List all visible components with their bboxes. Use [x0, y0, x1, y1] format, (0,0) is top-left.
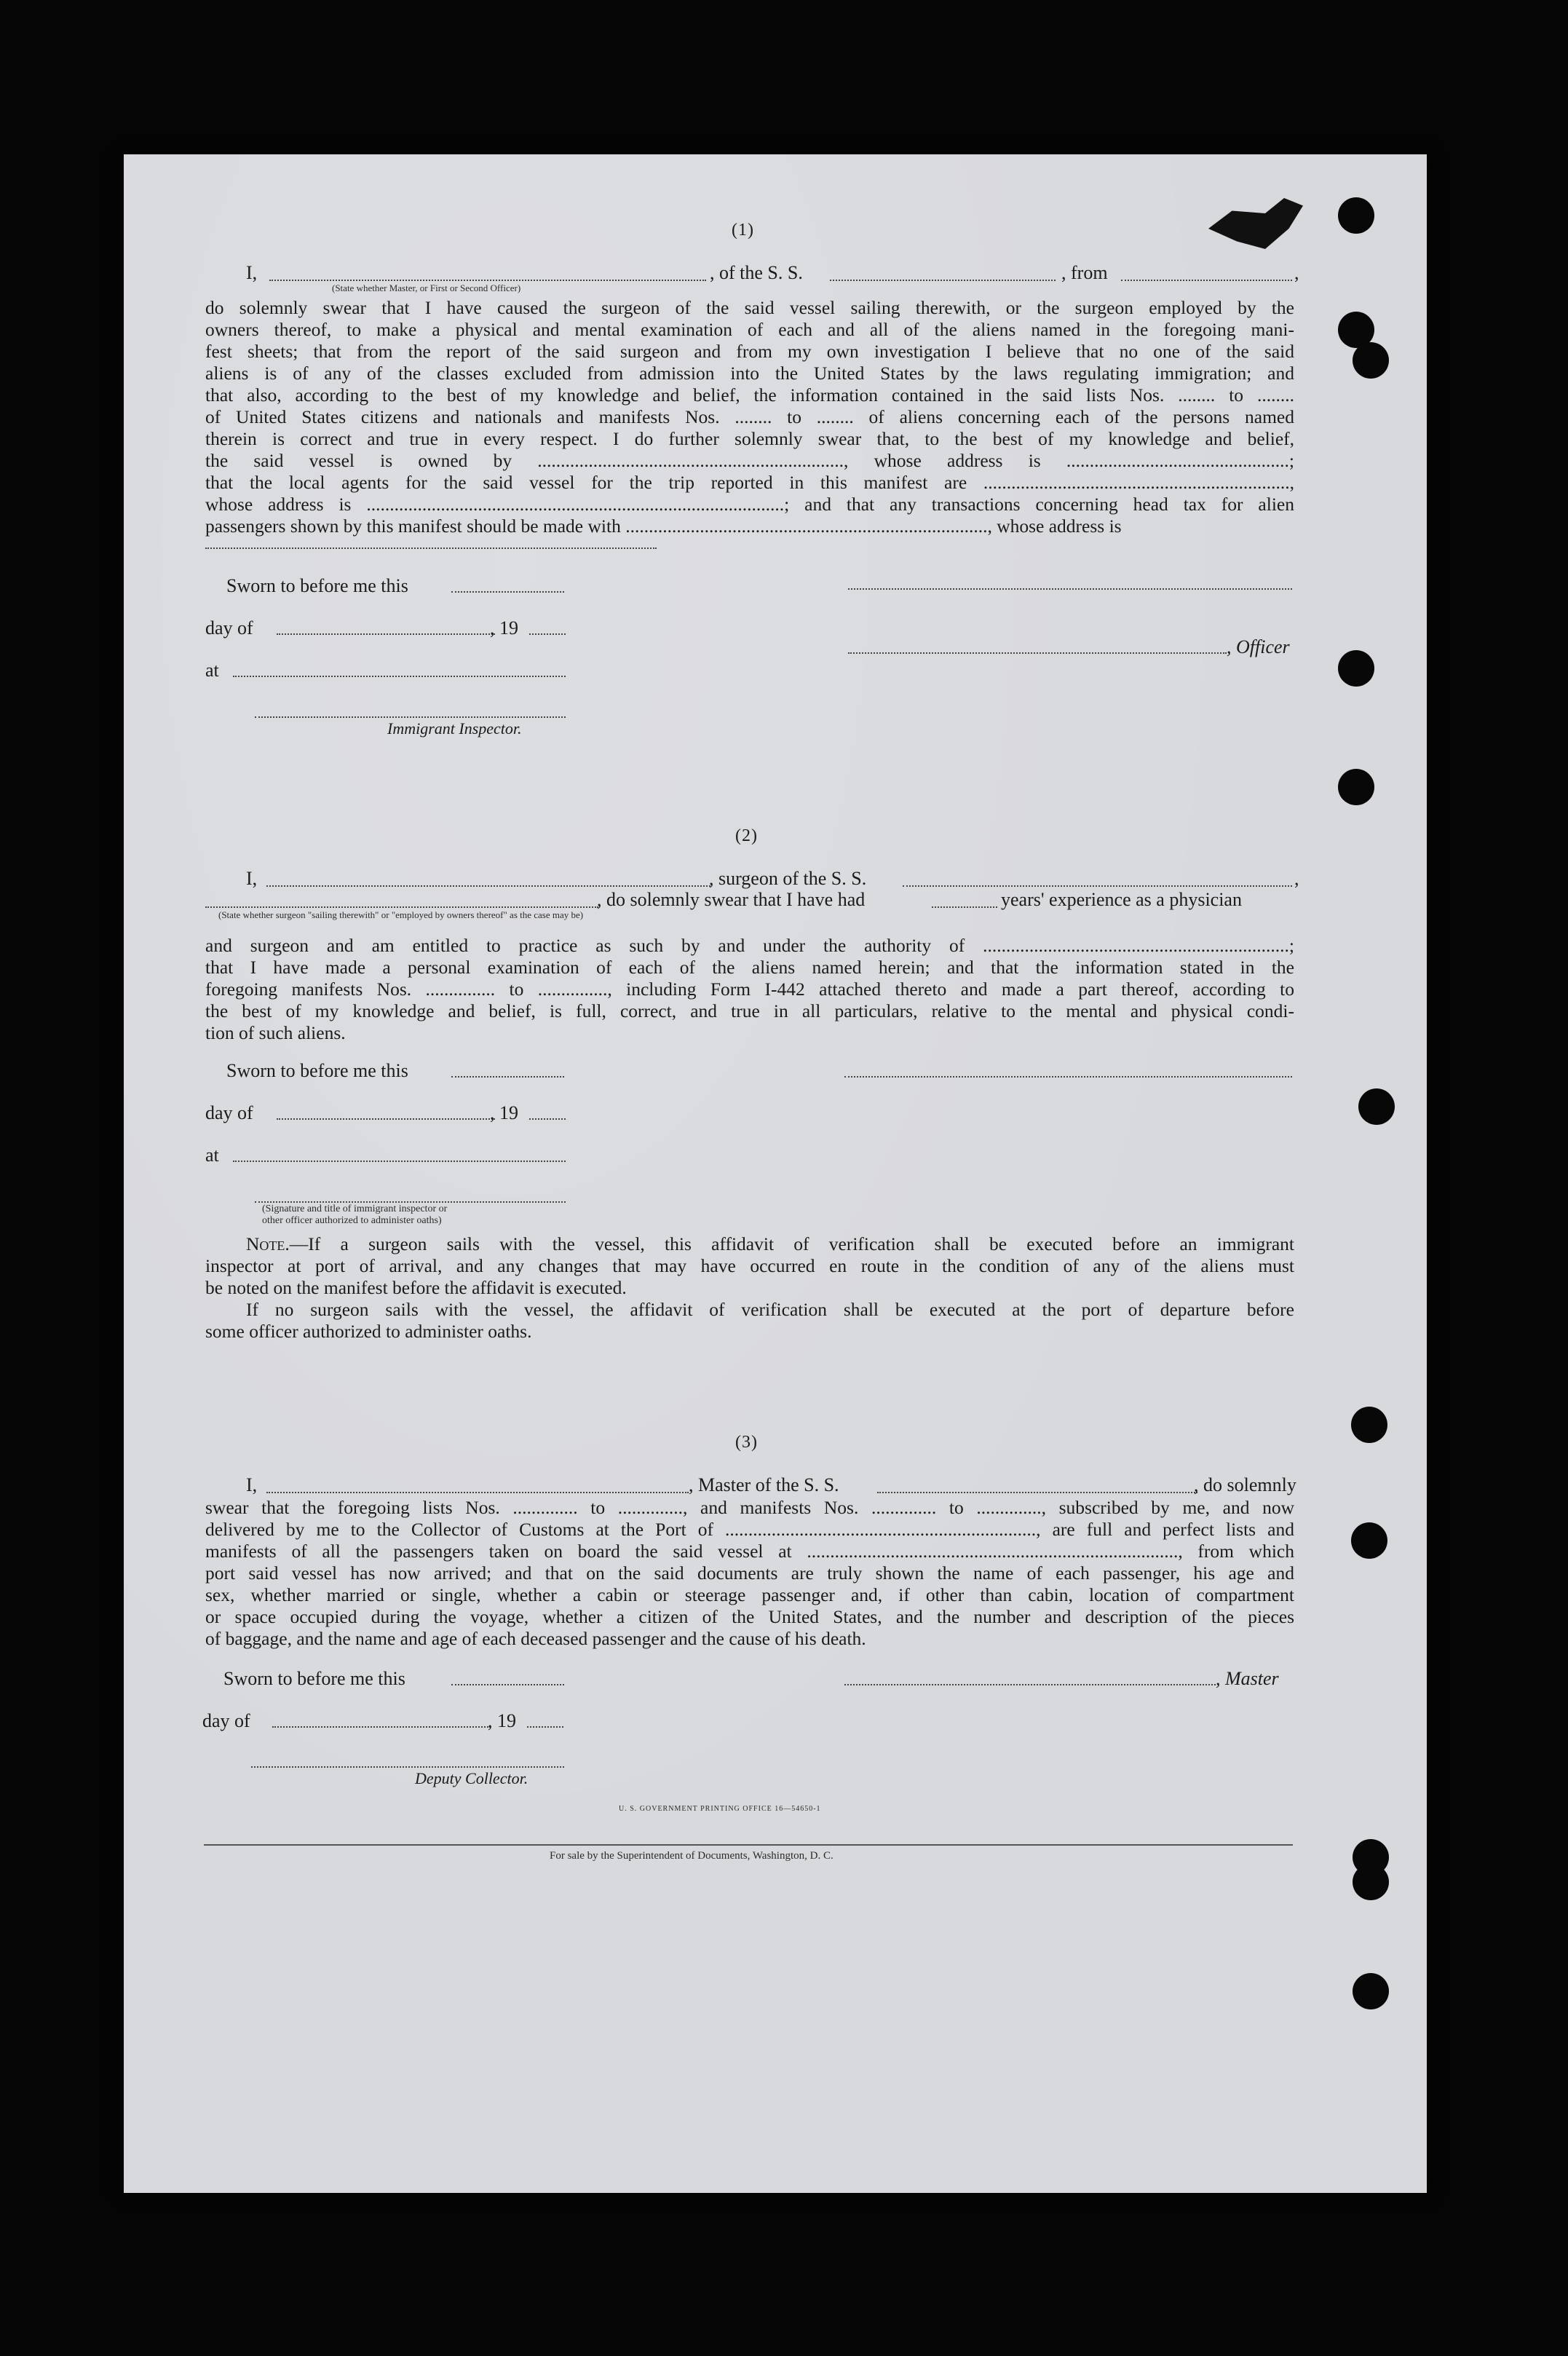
officer-rank-note: (State whether Master, or First or Second Officer)	[332, 282, 521, 293]
form-page	[124, 154, 1427, 2193]
deputy-label: Deputy Collector.	[415, 1769, 528, 1787]
note-label: Note.	[246, 1233, 290, 1254]
years-experience-field[interactable]	[932, 906, 997, 908]
month-field-2[interactable]	[277, 1118, 495, 1120]
punch-hole-11	[1353, 1973, 1389, 2009]
line1-comma: ,	[1294, 262, 1299, 283]
year-label-3: , 19	[488, 1710, 516, 1731]
master-label: , Master	[1216, 1668, 1279, 1689]
year-label-1: , 19	[490, 617, 518, 639]
torn-corner-mark	[1208, 198, 1303, 249]
head-tax-address-field[interactable]	[205, 548, 657, 549]
vessel-name-field[interactable]	[830, 280, 1056, 281]
master-swear-label: , do solemnly	[1194, 1474, 1296, 1495]
gpo-imprint: U. S. GOVERNMENT PRINTING OFFICE 16—54650-1	[619, 1805, 821, 1813]
year-label-2: , 19	[490, 1102, 518, 1123]
officer-signature-field[interactable]	[848, 652, 1227, 654]
surgeon-type-note: (State whether surgeon "sailing therewith" or "employed by owners thereof" as the case may be)	[218, 909, 584, 920]
year-field-2[interactable]	[529, 1118, 566, 1120]
master-name-field[interactable]	[266, 1492, 689, 1493]
inspector-label: Immigrant Inspector.	[387, 719, 522, 738]
punch-hole-3	[1353, 342, 1389, 379]
surgeon-type-field[interactable]	[205, 906, 598, 908]
section-2-note: Note.—If a surgeon sails with the vessel, this affidavit of verification shall be executed before an immigrant inspector at port of arrival, and any changes that may have occurred en route in the condition of any of the aliens must be noted on the manifest before the affidavit is executed. If no surgeon sails with the vessel, the affidavit of verification shall be executed at the port of departure before some officer authorized to administer oaths.	[205, 1233, 1294, 1342]
signature-note-1: (Signature and title of immigrant inspector or	[262, 1203, 448, 1214]
at-place-field-1[interactable]	[233, 676, 566, 677]
from-port-field[interactable]	[1121, 280, 1292, 281]
month-field-1[interactable]	[277, 633, 495, 635]
day-of-label-2: day of	[205, 1102, 253, 1123]
section-2-i: I,	[246, 868, 258, 889]
deputy-signature-field[interactable]	[251, 1766, 564, 1768]
sworn-day-field-3[interactable]	[451, 1684, 564, 1685]
of-ss-label: , of the S. S.	[710, 262, 803, 283]
sale-notice: For sale by the Superintendent of Documents, Washington, D. C.	[550, 1850, 834, 1862]
inspector-signature-field[interactable]	[255, 716, 566, 718]
surgeon-of-label: , surgeon of the S. S.	[709, 868, 867, 889]
sworn-day-field-2[interactable]	[451, 1076, 564, 1078]
signature-note-2: other officer authorized to administer oaths)	[262, 1215, 442, 1226]
day-of-label-1: day of	[205, 617, 253, 639]
punch-hole-5	[1338, 769, 1374, 805]
section-3-affidavit: swear that the foregoing lists Nos. .............. to .............., and manifests Nos. .............. to .............., subscribed by me, and now delivered by me to the Collector of Customs at the Port of ..................................................................., are full and perfect lists and manifests of all the passengers taken on board the said vessel at ................................................................................, from which port said vessel has now arrived; and that on the said documents are truly shown the name of each passenger, his age and sex, whether married or single, whether a cabin or steerage passenger and, if other than cabin, location of compartment or space occupied during the voyage, whether a citizen of the United States, and the number and description of the pieces of baggage, and the name and age of each deceased passenger and the cause of his death.	[205, 1497, 1294, 1649]
section-2-affidavit: and surgeon and am entitled to practice as such by and under the authority of ..................................................................; that I have made a personal examination of each of the aliens named herein; and that the information stated in the foregoing manifests Nos. ............... to ..............., including Form I-442 attached thereto and made a part thereof, according to the best of my knowledge and belief, is full, correct, and true in all particulars, relative to the mental and physical condi- tion of such aliens.	[205, 935, 1294, 1043]
section-2-number: (2)	[735, 826, 758, 845]
sworn-label-2: Sworn to before me this	[226, 1060, 408, 1081]
section-1-i: I,	[246, 262, 258, 283]
section-1-number: (1)	[732, 221, 754, 240]
master-vessel-field[interactable]	[877, 1492, 1197, 1493]
official-signature-field[interactable]	[255, 1201, 566, 1203]
surgeon-name-field[interactable]	[266, 885, 710, 887]
master-signature-field[interactable]	[844, 1684, 1216, 1685]
surgeon-swear-label: , do solemnly swear that I have had	[597, 889, 866, 910]
year-field-1[interactable]	[529, 633, 566, 635]
punch-hole-7	[1351, 1407, 1387, 1443]
section-1-affidavit: do solemnly swear that I have caused the surgeon of the said vessel sailing therewith, or the surgeon employed by the owners thereof, to make a physical and mental examination of each and all of the aliens named in the foregoing mani- fest sheets; that from the report of the said surgeon and from my own investigation I believe that no one of the said aliens is of any of the classes excluded from admission into the United States by the laws regulating immigration; and that also, according to the best of my knowledge and belief, the information contained in the said lists Nos. ........ to ........ of United States citizens and nationals and manifests Nos. ........ to ........ of aliens concerning each of the persons named therein is correct and true in every respect. I do further solemnly swear that, to the best of my knowledge and belief, the said vessel is owned by .................................................................., whose address is ................................................; that the local agents for the said vessel for the trip reported in this manifest are .................................................................., whose address is ..........................................................................................; and that any transactions concerning head tax for alien passengers shown by this manifest should be made with .............................................................................., whose address is	[205, 297, 1294, 537]
officer-label: , Officer	[1227, 636, 1290, 657]
officer-line-blank[interactable]	[848, 588, 1292, 590]
punch-hole-8	[1351, 1522, 1387, 1559]
at-label-2: at	[205, 1145, 219, 1166]
year-field-3[interactable]	[527, 1726, 563, 1728]
punch-hole-4	[1338, 650, 1374, 687]
master-of-label: , Master of the S. S.	[689, 1474, 839, 1495]
surgeon-vessel-field[interactable]	[903, 885, 1292, 887]
month-field-3[interactable]	[272, 1726, 491, 1728]
at-place-field-2[interactable]	[233, 1161, 566, 1162]
punch-hole-6	[1358, 1088, 1395, 1125]
from-label: , from	[1061, 262, 1108, 283]
officer-name-field[interactable]	[269, 280, 706, 281]
sworn-label-1: Sworn to before me this	[226, 575, 408, 596]
sworn-label-3: Sworn to before me this	[223, 1668, 405, 1689]
at-label-1: at	[205, 660, 219, 681]
punch-hole-1	[1338, 197, 1374, 234]
section-3-i: I,	[246, 1474, 258, 1495]
punch-hole-10	[1353, 1864, 1389, 1900]
surgeon-line-comma: ,	[1294, 868, 1299, 889]
sworn-day-field-1[interactable]	[451, 591, 564, 593]
footer-rule	[204, 1844, 1293, 1846]
section-3-number: (3)	[735, 1433, 758, 1452]
day-of-label-3: day of	[202, 1710, 250, 1731]
surgeon-signature-field[interactable]	[844, 1076, 1292, 1078]
years-label: years' experience as a physician	[1001, 889, 1242, 910]
